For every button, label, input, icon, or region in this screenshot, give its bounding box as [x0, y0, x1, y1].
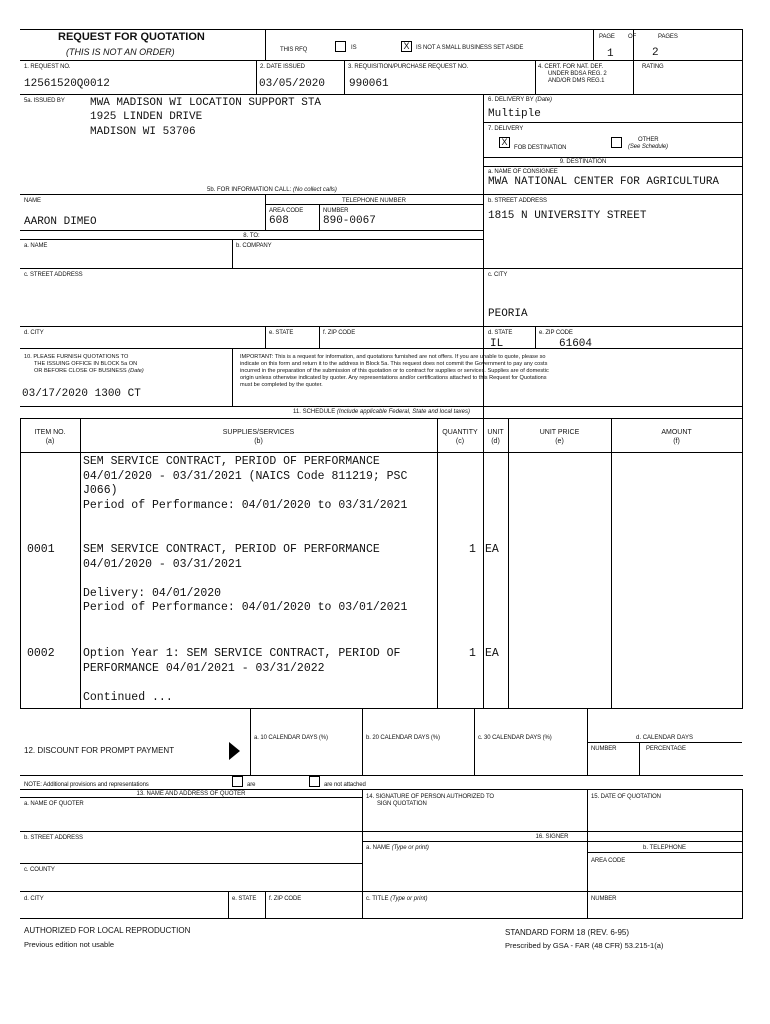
cert-label: 4. CERT. FOR NAT. DEF.: [538, 64, 603, 70]
discount-10-days: a. 10 CALENDAR DAYS (%): [254, 735, 328, 741]
to-label: 8. TO:: [243, 233, 260, 239]
quoter-city-label: d. CITY: [24, 896, 44, 902]
schedule-intro: SEM SERVICE CONTRACT, PERIOD OF PERFORMANCE 04/01/2020 - 03/31/2021 (NAICS Code 811219; PSC J066) Period of Performance: 04/01/2020 to 03/31/2021: [83, 455, 408, 512]
date-issued-label: 2. DATE ISSUED: [260, 64, 305, 70]
footer-form-number: STANDARD FORM 18 (REV. 6-95): [505, 928, 630, 937]
contact-name: AARON DIMEO: [24, 216, 97, 228]
date-issued: 03/05/2020: [259, 78, 326, 90]
discount-calendar-days: d. CALENDAR DAYS: [636, 735, 693, 741]
schedule-title: 11. SCHEDULE (Include applicable Federal, State and local taxes): [293, 409, 470, 415]
info-call-label: 5b. FOR INFORMATION CALL: (No collect calls): [207, 187, 337, 193]
footer-authorized: AUTHORIZED FOR LOCAL REPRODUCTION: [24, 926, 191, 935]
fob-destination-label: FOB DESTINATION: [514, 145, 567, 151]
provisions-are-label: are: [247, 782, 256, 788]
request-no: 12561520Q0012: [24, 78, 110, 90]
provisions-are-not-checkbox[interactable]: [309, 776, 320, 787]
dest-city-label: c. CITY: [488, 272, 508, 278]
signer-area-code-label: AREA CODE: [591, 858, 626, 864]
signer-label: 16. SIGNER: [535, 834, 569, 840]
form-title: REQUEST FOR QUOTATION: [58, 31, 205, 43]
item-0001-unit: EA: [485, 543, 499, 556]
note-text: NOTE: Additional provisions and representations: [24, 782, 149, 788]
provisions-are-not-label: are not attached: [324, 782, 366, 788]
dest-zip: 61604: [559, 338, 593, 350]
signer-number-label: NUMBER: [591, 896, 617, 902]
telephone-label: TELEPHONE NUMBER: [341, 198, 406, 204]
col-supplies-header: SUPPLIES/SERVICES (b): [222, 429, 295, 445]
col-unit-price-header: UNIT PRICE (e): [539, 429, 580, 445]
requisition-no: 990061: [349, 78, 389, 90]
footer-prescribed-by: Prescribed by GSA - FAR (48 CFR) 53.215-1(a): [505, 941, 664, 950]
footer-previous-edition: Previous edition not usable: [24, 940, 115, 949]
form-subtitle: (THIS IS NOT AN ORDER): [66, 47, 175, 57]
col-unit-header: UNIT (d): [487, 429, 504, 445]
small-business-is-checkbox[interactable]: [335, 41, 346, 52]
phone-number: 890-0067: [323, 215, 376, 227]
quoter-state-label: e. STATE: [232, 896, 257, 902]
to-city-label: d. CITY: [24, 330, 44, 336]
quoter-section-title: 13. NAME AND ADDRESS OF QUOTER: [136, 791, 246, 797]
signer-name-label: a. NAME (Type or print): [366, 845, 429, 851]
quoter-street-label: b. STREET ADDRESS: [24, 835, 83, 841]
quoter-name-label: a. NAME OF QUOTER: [24, 801, 84, 807]
quote-due-label-1: 10. PLEASE FURNISH QUOTATIONS TO: [24, 354, 129, 360]
signer-title-label: c. TITLE (Type or print): [366, 896, 428, 902]
deliver-by-label: 6. DELIVERY BY (Date): [488, 97, 553, 103]
page-number: 1: [607, 48, 614, 60]
requisition-label: 3. REQUISITION/PURCHASE REQUEST NO.: [348, 64, 469, 70]
contact-name-label: NAME: [24, 198, 41, 204]
quoter-zip-label: f. ZIP CODE: [269, 896, 302, 902]
this-rfq-label: THIS RFQ: [280, 47, 308, 53]
rating-label: RATING: [642, 64, 664, 70]
destination-label: 9. DESTINATION: [559, 159, 607, 165]
signature-label: 14. SIGNATURE OF PERSON AUTHORIZED TO: [366, 794, 494, 800]
is-not-label: IS NOT A SMALL BUSINESS SET ASIDE: [416, 45, 524, 51]
quoter-county-label: c. COUNTY: [24, 867, 55, 873]
important-notice: IMPORTANT: This is a request for information, and quotations furnished are not offers. If you are unable to quote, please so: [240, 354, 546, 360]
provisions-are-checkbox[interactable]: [232, 776, 243, 787]
item-0002-quantity: 1: [469, 647, 476, 660]
item-0001-description: SEM SERVICE CONTRACT, PERIOD OF PERFORMANCE 04/01/2020 - 03/31/2021 Delivery: 04/01/2020 Period of Performance: 04/01/2020 to 03/01/2021: [83, 543, 408, 614]
delivery-label: 7. DELIVERY: [488, 126, 524, 132]
arrow-right-icon: [229, 742, 240, 760]
consignee-label: a. NAME OF CONSIGNEE: [488, 169, 558, 175]
fob-destination-checkbox[interactable]: X: [499, 137, 510, 148]
to-zip-label: f. ZIP CODE: [323, 330, 356, 336]
number-label: NUMBER: [323, 208, 349, 214]
total-pages: 2: [652, 47, 659, 59]
page-label: PAGE: [599, 34, 615, 40]
area-code: 608: [269, 215, 289, 227]
quote-date-label: 15. DATE OF QUOTATION: [591, 794, 661, 800]
to-state-label: e. STATE: [269, 330, 294, 336]
col-quantity-header: QUANTITY (c): [442, 429, 478, 445]
col-item-header: ITEM NO. (a): [34, 429, 66, 445]
to-company-label: b. COMPANY: [236, 243, 272, 249]
issued-by-line2: 1925 LINDEN DRIVE: [90, 111, 203, 123]
issued-by-line1: MWA MADISON WI LOCATION SUPPORT STA: [90, 97, 322, 109]
dest-street-label: b. STREET ADDRESS: [488, 198, 547, 204]
quote-due-date: 03/17/2020 1300 CT: [22, 388, 141, 400]
issued-by-line3: MADISON WI 53706: [90, 126, 196, 138]
other-delivery-checkbox[interactable]: [611, 137, 622, 148]
discount-20-days: b. 20 CALENDAR DAYS (%): [366, 735, 440, 741]
issued-by-label: 5a. ISSUED BY: [24, 98, 65, 104]
discount-30-days: c. 30 CALENDAR DAYS (%): [478, 735, 552, 741]
request-no-label: 1. REQUEST NO.: [24, 64, 71, 70]
consignee-name: MWA NATIONAL CENTER FOR AGRICULTURA: [488, 176, 720, 188]
pages-label: PAGES: [658, 34, 678, 40]
item-0002-number: 0002: [27, 647, 55, 660]
is-label: IS: [351, 45, 357, 51]
dest-state-label: d. STATE: [488, 330, 513, 336]
deliver-by-value: Multiple: [488, 108, 541, 120]
area-code-label: AREA CODE: [269, 208, 304, 214]
item-0001-number: 0001: [27, 543, 55, 556]
item-0001-quantity: 1: [469, 543, 476, 556]
dest-city: PEORIA: [488, 308, 528, 320]
item-0002-description: Option Year 1: SEM SERVICE CONTRACT, PERIOD OF PERFORMANCE 04/01/2021 - 03/31/2022 Continued ...: [83, 647, 401, 704]
item-0002-unit: EA: [485, 647, 499, 660]
dest-zip-label: e. ZIP CODE: [539, 330, 573, 336]
dest-street: 1815 N UNIVERSITY STREET: [488, 210, 647, 222]
signer-telephone-label: b. TELEPHONE: [643, 845, 686, 851]
dest-state: IL: [490, 338, 504, 350]
to-street-label: c. STREET ADDRESS: [24, 272, 83, 278]
other-delivery-label: OTHER: [638, 137, 659, 143]
of-label: OF: [628, 34, 637, 40]
col-amount-header: AMOUNT (f): [661, 429, 692, 445]
see-schedule-label: (See Schedule): [628, 144, 668, 150]
to-name-label: a. NAME: [24, 243, 48, 249]
discount-number-label: NUMBER: [591, 746, 617, 752]
discount-percentage-label: PERCENTAGE: [646, 746, 686, 752]
discount-label: 12. DISCOUNT FOR PROMPT PAYMENT: [24, 746, 175, 755]
small-business-is-not-checkbox[interactable]: X: [401, 41, 412, 52]
